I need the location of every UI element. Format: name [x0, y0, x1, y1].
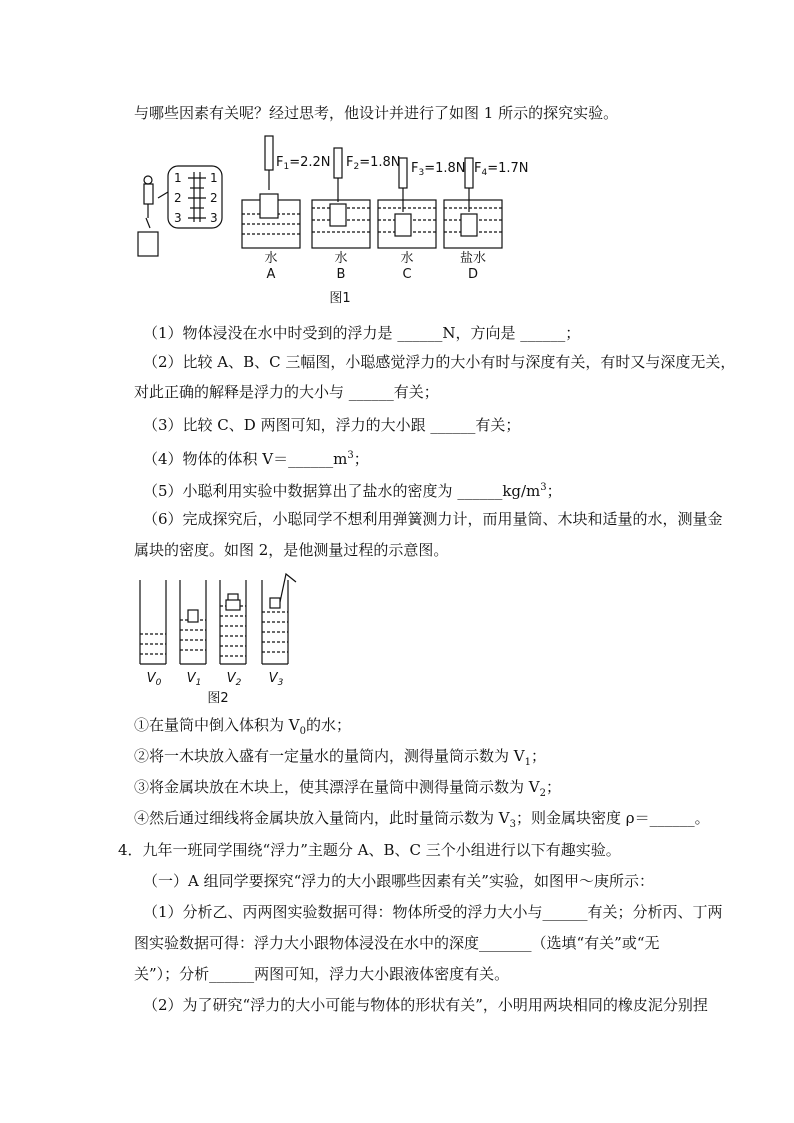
cylinder-label-v2: $V_2$ — [226, 671, 242, 688]
scale-tick-left-3: 3 — [174, 211, 182, 225]
figure-1-caption: 图1 — [329, 291, 351, 306]
force-label-d: $F_4=1.7N$ — [474, 161, 529, 178]
problem-4-q1-line-3: 关”）；分析______两图可知，浮力大小跟液体密度有关。 — [134, 965, 510, 983]
beaker-letter-d: D — [467, 267, 479, 282]
problem-4-q2: （2）为了研究“浮力的大小可能与物体的形状有关”，小明用两块相同的橡皮泥分别捏 — [143, 996, 708, 1014]
figure-2 — [132, 570, 312, 714]
liquid-label-b: 水 — [334, 251, 348, 266]
force-label-a: $F_1=2.2N$ — [276, 155, 331, 172]
intro-text: 与哪些因素有关呢？经过思考，他设计并进行了如图 1 所示的探究实验。 — [134, 104, 619, 122]
step-2: ②将一木块放入盛有一定量水的量筒内，测得量筒示数为 $V_1$； — [134, 747, 546, 768]
figure-2-caption: 图2 — [207, 691, 229, 706]
question-6-line-1: （6）完成探究后，小聪同学不想利用弹簧测力计，而用量筒、木块和适量的水，测量金 — [143, 510, 723, 528]
question-4: （4）物体的体积 $V=\_\_\_\_\_\_m^3$； — [143, 450, 369, 468]
problem-4-part-1: （一）A 组同学要探究“浮力的大小跟哪些因素有关”实验，如图甲～庚所示： — [143, 872, 654, 890]
cylinder-label-v3: $V_3$ — [268, 671, 284, 688]
beaker-letter-b: B — [336, 267, 346, 282]
beaker-letter-a: A — [266, 267, 276, 282]
step-1: ①在量筒中倒入体积为 $V_0$的水； — [134, 716, 351, 737]
question-3: （3）比较 C、D 两图可知，浮力的大小跟 ______有关； — [143, 416, 521, 434]
question-2-line-1: （2）比较 A、B、C 三幅图，小聪感觉浮力的大小有时与深度有关，有时又与深度无关， — [143, 353, 736, 371]
cylinder-label-v1: $V_1$ — [186, 671, 202, 688]
scale-tick-left-2: 2 — [174, 191, 182, 205]
figure-1-drawing — [130, 132, 550, 312]
liquid-label-c: 水 — [400, 251, 414, 266]
scale-tick-right-2: 2 — [210, 191, 218, 205]
problem-4-heading: 4．九年一班同学围绕“浮力”主题分 A、B、C 三个小组进行以下有趣实验。 — [118, 841, 621, 859]
step-4: ④然后通过细线将金属块放入量筒内，此时量筒示数为 $V_3$；则金属块密度 ρ＝______。 — [134, 809, 710, 830]
scale-tick-left-1: 1 — [174, 171, 182, 185]
question-1: （1）物体浸没在水中时受到的浮力是 ______N，方向是 ______； — [143, 324, 581, 342]
force-label-b: $F_2=1.8N$ — [346, 155, 401, 172]
cylinder-label-v0: $V_0$ — [146, 671, 162, 688]
question-6-line-2: 属块的密度。如图 2，是他测量过程的示意图。 — [134, 541, 449, 559]
scale-tick-right-3: 3 — [210, 211, 218, 225]
figure-1 — [130, 132, 550, 316]
beaker-letter-c: C — [402, 267, 412, 282]
figure-2-drawing — [132, 570, 312, 710]
problem-4-q1-line-1: （1）分析乙、丙两图实验数据可得：物体所受的浮力大小与______有关；分析丙、丁两 — [143, 903, 723, 921]
liquid-label-d: 盐水 — [459, 251, 487, 266]
question-5: （5）小聪利用实验中数据算出了盐水的密度为 $\_\_\_\_\_\_kg/m^3$； — [143, 482, 562, 500]
force-label-c: $F_3=1.8N$ — [411, 161, 466, 178]
scale-tick-right-1: 1 — [210, 171, 218, 185]
liquid-label-a: 水 — [264, 251, 278, 266]
problem-4-q1-line-2: 图实验数据可得：浮力大小跟物体浸没在水中的深度_______（选填“有关”或“无 — [134, 934, 660, 952]
step-3: ③将金属块放在木块上，使其漂浮在量筒中测得量筒示数为 $V_2$； — [134, 778, 561, 799]
question-2-line-2: 对此正确的解释是浮力的大小与 ______有关； — [134, 383, 439, 401]
